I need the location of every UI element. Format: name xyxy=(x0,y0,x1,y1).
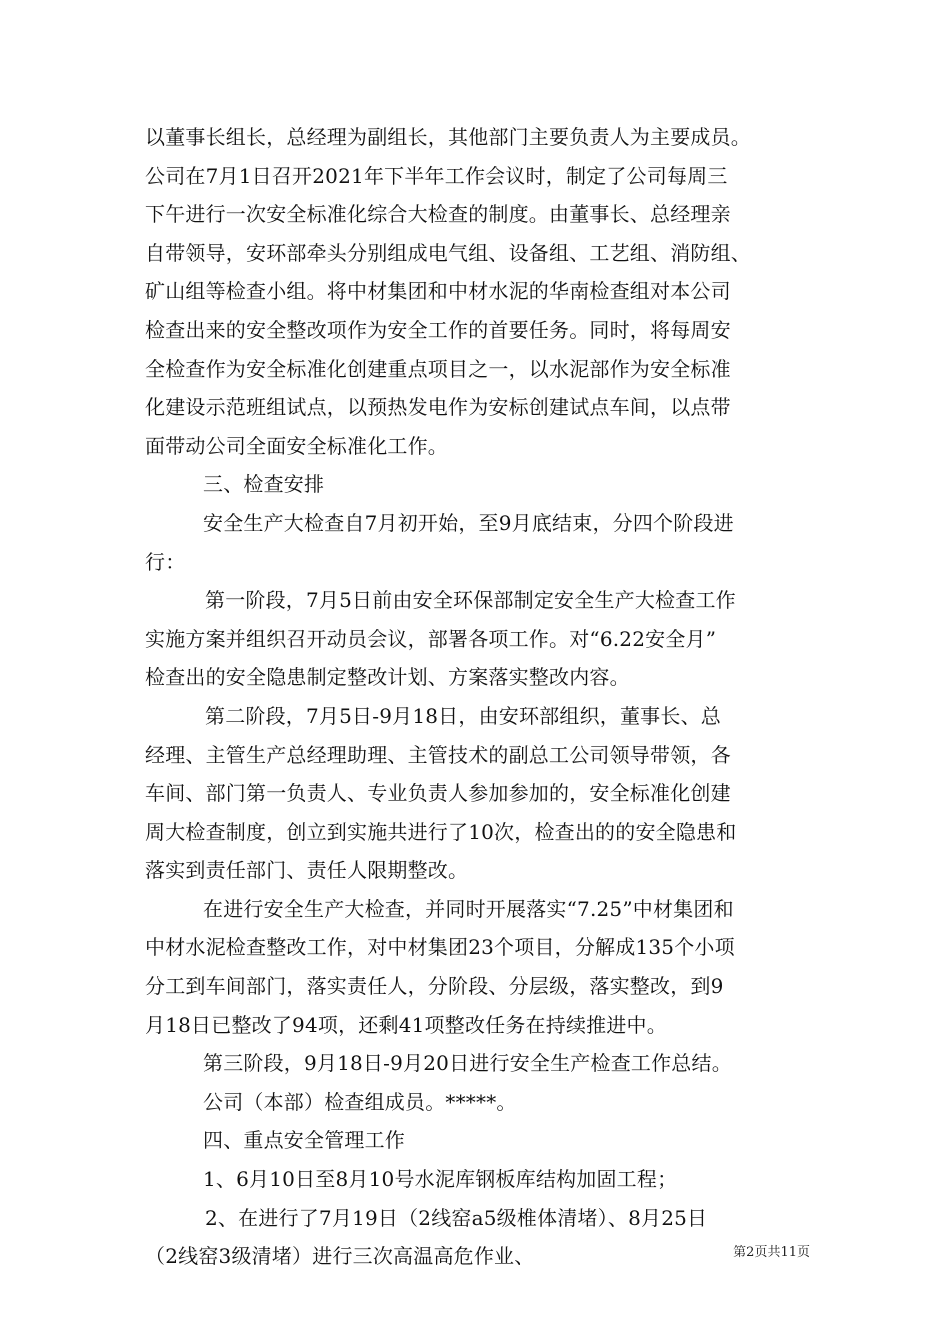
text-line: 在进行安全生产大检查，并同时开展落实“7.25”中材集团和 xyxy=(203,896,734,921)
text-line: 落实到责任部门、责任人限期整改。 xyxy=(145,858,469,883)
text-line: 第三阶段，9月18日-9月20日进行安全生产检查工作总结。 xyxy=(203,1051,732,1076)
text-line: 矿山组等检查小组。将中材集团和中材水泥的华南检查组对本公司 xyxy=(145,279,731,304)
text-line: 实施方案并组织召开动员会议，部署各项工作。对“6.22安全月” xyxy=(145,626,717,651)
text-line: 公司在7月1日召开2021年下半年工作会议时，制定了公司每周三 xyxy=(145,163,728,188)
text-line: 行： xyxy=(145,549,186,574)
text-line: 1、6月10日至8月10号水泥库钢板库结构加固工程； xyxy=(203,1167,678,1192)
text-line: 安全生产大检查自7月初开始，至9月底结束，分四个阶段进 xyxy=(203,510,734,535)
text-line: 中材水泥检查整改工作，对中材集团23个项目，分解成135个小项 xyxy=(145,935,735,960)
text-line: 月18日已整改了94项，还剩41项整改任务在持续推进中。 xyxy=(145,1012,667,1037)
text-line: 第一阶段，7月5日前由安全环保部制定安全生产大检查工作 xyxy=(205,588,736,613)
text-line: 化建设示范班组试点，以预热发电作为安标创建试点车间，以点带 xyxy=(145,395,731,420)
text-line: 自带领导，安环部牵头分别组成电气组、设备组、工艺组、消防组、 xyxy=(145,240,751,265)
text-line: 全检查作为安全标准化创建重点项目之一，以水泥部作为安全标准 xyxy=(145,356,731,381)
text-line: 下午进行一次安全标准化综合大检查的制度。由董事长、总经理亲 xyxy=(145,202,731,227)
text-line: 以董事长组长，总经理为副组长，其他部门主要负责人为主要成员。 xyxy=(145,125,751,149)
text-line: 车间、部门第一负责人、专业负责人参加参加的，安全标准化创建 xyxy=(145,781,731,806)
page-number: 第2页共11页 xyxy=(733,1245,810,1260)
text-line: 分工到车间部门，落实责任人，分阶段、分层级，落实整改，到9 xyxy=(145,974,724,999)
text-line: 经理、主管生产总经理助理、主管技术的副总工公司领导带领，各 xyxy=(145,742,731,767)
text-line: 面带动公司全面安全标准化工作。 xyxy=(145,433,448,458)
text-line: 第二阶段，7月5日-9月18日，由安环部组织，董事长、总 xyxy=(205,703,721,728)
text-line: 检查出的安全隐患制定整改计划、方案落实整改内容。 xyxy=(145,665,630,690)
text-line: 公司（本部）检查组成员。*****。 xyxy=(203,1089,517,1114)
text-line: （2线窑3级清堵）进行三次高温高危作业、 xyxy=(145,1244,535,1269)
text-line: 检查出来的安全整改项作为安全工作的首要任务。同时，将每周安 xyxy=(145,317,731,342)
text-line: 周大检查制度，创立到实施共进行了10次，检查出的的安全隐患和 xyxy=(145,819,737,844)
section-heading: 三、检查安排 xyxy=(203,472,325,497)
document-body xyxy=(145,118,805,1276)
text-line: 2、在进行了7月19日（2线窑a5级椎体清堵）、8月25日 xyxy=(205,1205,708,1230)
section-heading: 四、重点安全管理工作 xyxy=(203,1128,405,1153)
